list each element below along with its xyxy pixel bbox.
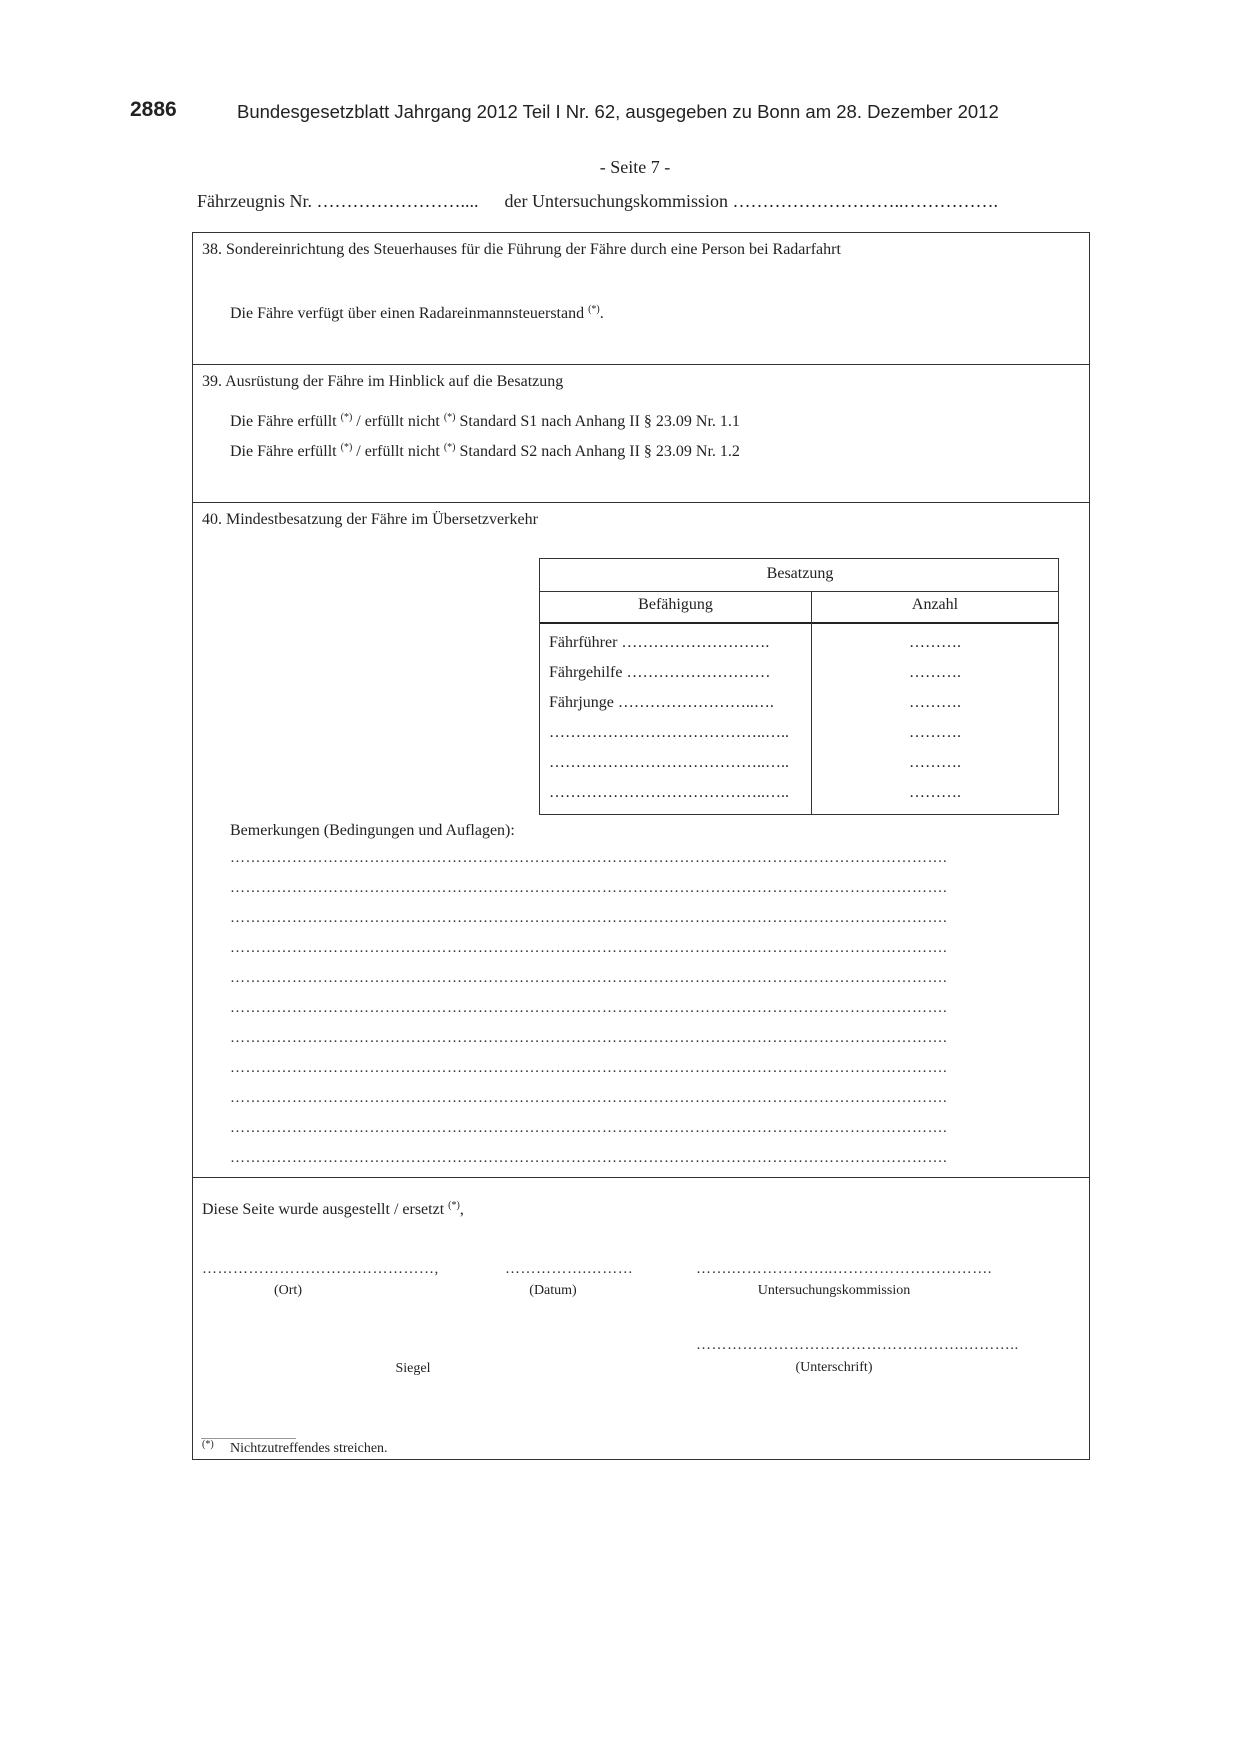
footnote-marker: (*) xyxy=(340,412,353,423)
date-line: …………….……… xyxy=(505,1261,634,1277)
section-39-title: 39. Ausrüstung der Fähre im Hinblick auf die Besatzung xyxy=(202,373,564,390)
not-fulfils-text: / erfüllt nicht xyxy=(352,443,440,460)
section-divider xyxy=(193,364,1089,365)
section-38-statement xyxy=(230,305,604,323)
standard-s2-line xyxy=(230,443,740,461)
seal-label: Siegel xyxy=(395,1361,431,1376)
commission-label: der Untersuchungskommission ………………………..……………. xyxy=(504,191,998,211)
table-row-role: Fährjunge ……………………..…. xyxy=(549,694,774,711)
certificate-number-label: Fährzeugnis Nr. …………………….... xyxy=(197,191,479,211)
standard-text: Standard S1 nach Anhang II § 23.09 Nr. 1.1 xyxy=(455,413,740,430)
standard-text: Standard S2 nach Anhang II § 23.09 Nr. 1.2 xyxy=(455,443,740,460)
page-number: 2886 xyxy=(130,98,177,121)
crew-table xyxy=(539,558,1059,815)
date-caption: (Datum) xyxy=(529,1283,577,1298)
table-rule xyxy=(540,591,1058,592)
page-label: - Seite 7 - xyxy=(599,157,671,177)
section-40-title: 40. Mindestbesatzung der Fähre im Übersetzverkehr xyxy=(202,511,538,528)
place-line: ………………………………………, xyxy=(202,1261,439,1277)
remark-line: …………………………………………………………………………………………………………………………. xyxy=(230,910,948,926)
table-group-header: Besatzung xyxy=(766,565,834,582)
remark-line: …………………………………………………………………………………………………………………………. xyxy=(230,940,948,956)
radar-statement-text: Die Fähre verfügt über einen Radareinmannsteuerstand xyxy=(230,305,585,322)
footnote-rule xyxy=(201,1438,296,1439)
table-header-qualification: Befähigung xyxy=(638,596,713,613)
section-38-title: 38. Sondereinrichtung des Steuerhauses für die Führung der Fähre durch eine Person bei Radarfahrt xyxy=(202,241,841,258)
remark-line: …………………………………………………………………………………………………………………………. xyxy=(230,1000,948,1016)
table-row-count: ………. xyxy=(909,634,961,651)
remark-line: …………………………………………………………………………………………………………………………. xyxy=(230,1030,948,1046)
form-frame xyxy=(192,232,1090,1460)
table-row-role: …………………………………..….. xyxy=(549,754,789,771)
commission-line: …….………………..…………………………. xyxy=(696,1261,992,1277)
table-row-count: ………. xyxy=(909,694,961,711)
place-caption: (Ort) xyxy=(274,1283,302,1298)
not-fulfils-text: / erfüllt nicht xyxy=(352,413,440,430)
table-row-count: ………. xyxy=(909,664,961,681)
issuance-statement xyxy=(202,1201,464,1219)
commission-caption: Untersuchungskommission xyxy=(757,1283,911,1298)
footnote-text: Nichtzutreffendes streichen. xyxy=(230,1441,388,1456)
issuance-text: Diese Seite wurde ausgestellt / ersetzt xyxy=(202,1201,445,1218)
table-row-count: ………. xyxy=(909,784,961,801)
footnote-marker: (*) xyxy=(202,1439,214,1450)
section-divider xyxy=(193,1177,1089,1178)
remark-line: …………………………………………………………………………………………………………………………. xyxy=(230,1150,948,1166)
table-row-count: ………. xyxy=(909,754,961,771)
journal-header: Bundesgesetzblatt Jahrgang 2012 Teil I Nr. 62, ausgegeben zu Bonn am 28. Dezember 2012 xyxy=(237,101,999,122)
table-row-role: …………………………………..….. xyxy=(549,784,789,801)
table-row-role: Fährführer ………………………. xyxy=(549,634,770,651)
remark-line: …………………………………………………………………………………………………………………………. xyxy=(230,850,948,866)
remark-line: …………………………………………………………………………………………………………………………. xyxy=(230,1060,948,1076)
issuance-comma: , xyxy=(459,1201,464,1218)
standard-s1-line xyxy=(230,413,740,431)
certificate-line xyxy=(197,191,998,212)
table-header-count: Anzahl xyxy=(911,596,959,613)
statement-period: . xyxy=(599,305,604,322)
footnote-marker: (*) xyxy=(448,1200,460,1211)
table-row-role: …………………………………..….. xyxy=(549,724,789,741)
fulfils-text: Die Fähre erfüllt xyxy=(230,413,337,430)
remark-line: …………………………………………………………………………………………………………………………. xyxy=(230,880,948,896)
signature-line: …………………………………………….……….. xyxy=(696,1337,1019,1353)
remarks-label: Bemerkungen (Bedingungen und Auflagen): xyxy=(230,822,515,839)
remark-line: …………………………………………………………………………………………………………………………. xyxy=(230,1120,948,1136)
table-row-role: Fährgehilfe ……………………… xyxy=(549,664,771,681)
signature-caption: (Unterschrift) xyxy=(795,1360,873,1375)
footnote-marker: (*) xyxy=(443,442,456,453)
footnote-marker: (*) xyxy=(443,412,456,423)
remark-line: …………………………………………………………………………………………………………………………. xyxy=(230,970,948,986)
remark-line: …………………………………………………………………………………………………………………………. xyxy=(230,1090,948,1106)
footnote-marker: (*) xyxy=(340,442,353,453)
footnote-marker: (*) xyxy=(588,304,600,315)
table-header-rule xyxy=(540,622,1058,624)
table-row-count: ………. xyxy=(909,724,961,741)
fulfils-text: Die Fähre erfüllt xyxy=(230,443,337,460)
section-divider xyxy=(193,502,1089,503)
